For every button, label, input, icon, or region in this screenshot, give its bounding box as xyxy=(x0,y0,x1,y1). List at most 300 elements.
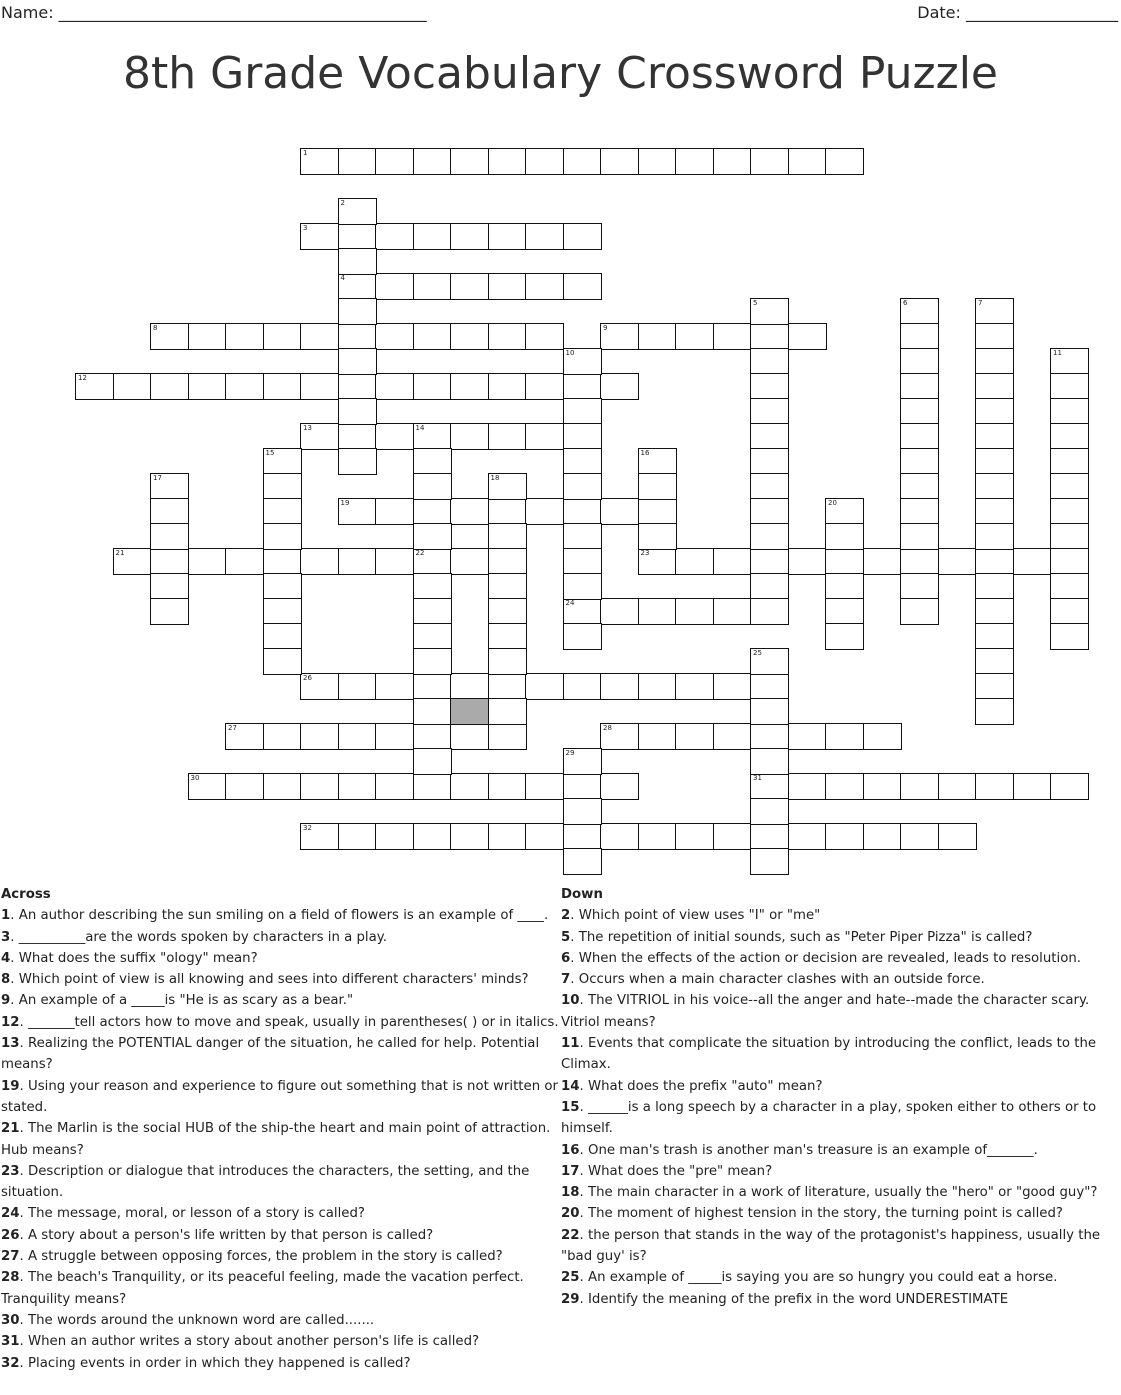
crossword-cell[interactable] xyxy=(675,823,714,850)
crossword-cell[interactable] xyxy=(413,498,452,525)
down-clue: 16. One man's trash is another man's treasure is an example of_______. xyxy=(561,1142,1038,1158)
crossword-cell[interactable] xyxy=(525,148,564,175)
crossword-cell[interactable] xyxy=(750,323,789,350)
crossword-cell[interactable] xyxy=(900,473,939,500)
across-clue: 4. What does the suffix "ology" mean? xyxy=(1,950,258,966)
crossword-cell[interactable] xyxy=(188,373,227,400)
crossword-cell[interactable] xyxy=(600,598,639,625)
cell-number: 23 xyxy=(640,549,650,557)
crossword-cell[interactable] xyxy=(750,723,789,750)
crossword-cell[interactable] xyxy=(375,823,414,850)
crossword-cell[interactable] xyxy=(413,148,452,175)
crossword-cell[interactable] xyxy=(1050,473,1089,500)
crossword-cell[interactable] xyxy=(300,723,339,750)
crossword-cell[interactable] xyxy=(488,648,527,675)
crossword-cell[interactable] xyxy=(563,223,602,250)
across-heading: Across xyxy=(1,887,51,902)
crossword-cell[interactable] xyxy=(638,523,677,550)
crossword-cell[interactable] xyxy=(375,498,414,525)
crossword-cell[interactable] xyxy=(563,148,602,175)
crossword-cell[interactable] xyxy=(525,773,564,800)
crossword-cell[interactable] xyxy=(488,548,527,575)
crossword-cell[interactable] xyxy=(113,548,152,575)
crossword-cell[interactable] xyxy=(900,498,939,525)
crossword-cell[interactable] xyxy=(488,698,527,725)
crossword-cell[interactable] xyxy=(900,523,939,550)
crossword-cell[interactable] xyxy=(750,448,789,475)
crossword-cell[interactable] xyxy=(338,423,377,450)
crossword-cell[interactable] xyxy=(150,473,189,500)
crossword-cell[interactable] xyxy=(675,548,714,575)
clue-number: 4 xyxy=(1,950,11,966)
crossword-cell[interactable] xyxy=(675,598,714,625)
crossword-cell[interactable] xyxy=(900,548,939,575)
crossword-cell[interactable] xyxy=(1050,598,1089,625)
crossword-cell[interactable] xyxy=(638,723,677,750)
crossword-cell[interactable] xyxy=(413,598,452,625)
crossword-cell[interactable] xyxy=(975,623,1014,650)
crossword-cell[interactable] xyxy=(713,673,752,700)
crossword-cell[interactable] xyxy=(713,548,752,575)
crossword-cell[interactable] xyxy=(975,473,1014,500)
crossword-cell[interactable] xyxy=(488,598,527,625)
crossword-cell[interactable] xyxy=(225,548,264,575)
crossword-cell[interactable] xyxy=(975,498,1014,525)
crossword-cell[interactable] xyxy=(1050,773,1089,800)
crossword-cell[interactable] xyxy=(1050,348,1089,375)
crossword-cell[interactable] xyxy=(750,773,789,800)
crossword-cell[interactable] xyxy=(563,498,602,525)
crossword-cell[interactable] xyxy=(638,498,677,525)
crossword-cell[interactable] xyxy=(750,298,789,325)
crossword-cell[interactable] xyxy=(750,748,789,775)
crossword-cell[interactable] xyxy=(1050,398,1089,425)
crossword-cell[interactable] xyxy=(338,273,377,300)
crossword-cell[interactable] xyxy=(900,323,939,350)
crossword-cell[interactable] xyxy=(263,373,302,400)
cell-number: 27 xyxy=(228,724,237,732)
crossword-cell[interactable] xyxy=(975,523,1014,550)
crossword-cell[interactable] xyxy=(713,723,752,750)
crossword-cell[interactable] xyxy=(488,373,527,400)
crossword-cell[interactable] xyxy=(825,548,864,575)
crossword-cell[interactable] xyxy=(600,823,639,850)
clue-text: An example of _____is saying you are so hungry you could eat a horse. xyxy=(587,1270,1058,1286)
crossword-cell[interactable] xyxy=(525,423,564,450)
crossword-cell[interactable] xyxy=(375,323,414,350)
crossword-cell[interactable] xyxy=(338,373,377,400)
crossword-cell[interactable] xyxy=(863,723,902,750)
crossword-cell[interactable] xyxy=(975,548,1014,575)
crossword-cell[interactable] xyxy=(338,723,377,750)
crossword-cell[interactable] xyxy=(788,823,827,850)
crossword-cell[interactable] xyxy=(825,148,864,175)
down-clue: 2. Which point of view uses "I" or "me" xyxy=(561,908,821,924)
crossword-cell[interactable] xyxy=(713,323,752,350)
crossword-cell[interactable] xyxy=(975,673,1014,700)
crossword-cell[interactable] xyxy=(338,548,377,575)
crossword-cell[interactable] xyxy=(1050,423,1089,450)
crossword-cell[interactable] xyxy=(113,373,152,400)
crossword-cell[interactable] xyxy=(750,823,789,850)
crossword-cell[interactable] xyxy=(563,798,602,825)
crossword-cell[interactable] xyxy=(263,548,302,575)
page-title: 8th Grade Vocabulary Crossword Puzzle xyxy=(122,48,998,99)
crossword-cell[interactable] xyxy=(675,673,714,700)
crossword-cell[interactable] xyxy=(713,598,752,625)
crossword-cell[interactable] xyxy=(188,548,227,575)
crossword-cell[interactable] xyxy=(825,623,864,650)
crossword-cell[interactable] xyxy=(488,473,527,500)
crossword-cell[interactable] xyxy=(450,423,489,450)
crossword-cell[interactable] xyxy=(563,598,602,625)
down-clue: 20. The moment of highest tension in the story, the turning point is called? xyxy=(561,1206,1063,1222)
crossword-cell[interactable] xyxy=(975,298,1014,325)
crossword-cell[interactable] xyxy=(563,273,602,300)
crossword-cell[interactable] xyxy=(450,323,489,350)
crossword-cell[interactable] xyxy=(413,573,452,600)
crossword-cell[interactable] xyxy=(488,623,527,650)
crossword-cell[interactable] xyxy=(413,423,452,450)
crossword-cell[interactable] xyxy=(338,323,377,350)
crossword-cell[interactable] xyxy=(413,448,452,475)
crossword-cell[interactable] xyxy=(600,673,639,700)
crossword-cell[interactable] xyxy=(750,598,789,625)
crossword-cell[interactable] xyxy=(638,598,677,625)
crossword-cell[interactable] xyxy=(825,773,864,800)
crossword-cell[interactable] xyxy=(638,323,677,350)
crossword-cell[interactable] xyxy=(375,423,414,450)
crossword-cell[interactable] xyxy=(300,823,339,850)
crossword-cell[interactable] xyxy=(263,573,302,600)
crossword-cell[interactable] xyxy=(563,848,602,875)
crossword-cell[interactable] xyxy=(150,548,189,575)
crossword-cell[interactable] xyxy=(450,823,489,850)
crossword-cell[interactable] xyxy=(900,398,939,425)
crossword-cell[interactable] xyxy=(525,673,564,700)
crossword-cell[interactable] xyxy=(750,498,789,525)
crossword-cell[interactable] xyxy=(338,823,377,850)
crossword-cell[interactable] xyxy=(75,373,114,400)
crossword-cell[interactable] xyxy=(675,723,714,750)
crossword-cell[interactable] xyxy=(750,798,789,825)
crossword-cell[interactable] xyxy=(563,348,602,375)
crossword-cell[interactable] xyxy=(488,523,527,550)
crossword-cell[interactable] xyxy=(413,723,452,750)
crossword-cell[interactable] xyxy=(938,773,977,800)
crossword-cell[interactable] xyxy=(413,373,452,400)
crossword-cell[interactable] xyxy=(300,423,339,450)
crossword-cell[interactable] xyxy=(713,148,752,175)
crossword-cell[interactable] xyxy=(563,448,602,475)
crossword-cell[interactable] xyxy=(1050,373,1089,400)
crossword-cell[interactable] xyxy=(338,498,377,525)
crossword-cell[interactable] xyxy=(750,423,789,450)
crossword-cell[interactable] xyxy=(300,373,339,400)
crossword-cell[interactable] xyxy=(413,748,452,775)
crossword-cell[interactable] xyxy=(488,223,527,250)
crossword-cell[interactable] xyxy=(638,823,677,850)
crossword-cell[interactable] xyxy=(600,498,639,525)
crossword-cell[interactable] xyxy=(300,223,339,250)
crossword-cell[interactable] xyxy=(375,373,414,400)
crossword-cell[interactable] xyxy=(525,373,564,400)
crossword-cell[interactable] xyxy=(488,148,527,175)
crossword-cell[interactable] xyxy=(600,723,639,750)
crossword-cell[interactable] xyxy=(900,598,939,625)
crossword-cell[interactable] xyxy=(638,548,677,575)
crossword-cell[interactable] xyxy=(788,723,827,750)
crossword-cell[interactable] xyxy=(788,773,827,800)
crossword-cell[interactable] xyxy=(338,673,377,700)
date-field[interactable]: Date: ___________________ xyxy=(917,3,1118,22)
crossword-cell[interactable] xyxy=(338,348,377,375)
crossword-cell[interactable] xyxy=(750,698,789,725)
crossword-cell[interactable] xyxy=(600,323,639,350)
crossword-cell[interactable] xyxy=(450,548,489,575)
crossword-cell[interactable] xyxy=(788,323,827,350)
crossword-cell[interactable] xyxy=(750,673,789,700)
crossword-cell[interactable] xyxy=(1050,548,1089,575)
crossword-cell[interactable] xyxy=(488,273,527,300)
crossword-cell[interactable] xyxy=(1050,448,1089,475)
crossword-cell[interactable] xyxy=(263,598,302,625)
crossword-cell[interactable] xyxy=(413,473,452,500)
crossword-cell[interactable] xyxy=(638,473,677,500)
crossword-cell[interactable] xyxy=(150,373,189,400)
crossword-cell[interactable] xyxy=(750,523,789,550)
crossword-cell[interactable] xyxy=(863,823,902,850)
crossword-cell[interactable] xyxy=(413,823,452,850)
crossword-cell[interactable] xyxy=(975,323,1014,350)
crossword-cell[interactable] xyxy=(413,223,452,250)
crossword-cell[interactable] xyxy=(638,148,677,175)
crossword-cell[interactable] xyxy=(450,373,489,400)
crossword-cell[interactable] xyxy=(413,673,452,700)
crossword-cell[interactable] xyxy=(863,773,902,800)
crossword-cell[interactable] xyxy=(900,348,939,375)
down-heading: Down xyxy=(561,887,603,902)
crossword-cell[interactable] xyxy=(863,548,902,575)
crossword-cell[interactable] xyxy=(338,223,377,250)
crossword-cell[interactable] xyxy=(338,198,377,225)
crossword-cell[interactable] xyxy=(413,523,452,550)
crossword-cell[interactable] xyxy=(600,773,639,800)
crossword-cell[interactable] xyxy=(413,648,452,675)
crossword-cell[interactable] xyxy=(788,148,827,175)
crossword-cell[interactable] xyxy=(750,573,789,600)
crossword-cell[interactable] xyxy=(488,423,527,450)
name-field[interactable]: Name: ______________________________________________ xyxy=(1,3,427,22)
crossword-cell[interactable] xyxy=(338,298,377,325)
crossword-cell[interactable] xyxy=(525,323,564,350)
crossword-cell[interactable] xyxy=(188,323,227,350)
crossword-cell[interactable] xyxy=(375,223,414,250)
crossword-cell[interactable] xyxy=(975,448,1014,475)
crossword-cell[interactable] xyxy=(750,848,789,875)
crossword-cell[interactable] xyxy=(488,573,527,600)
crossword-cell[interactable] xyxy=(450,773,489,800)
crossword-cell[interactable] xyxy=(225,773,264,800)
crossword-cell[interactable] xyxy=(788,548,827,575)
crossword-cell[interactable] xyxy=(225,723,264,750)
down-clue: 15. ______is a long speech by a character in a play, spoken either to others or to himself. xyxy=(561,1099,1097,1137)
crossword-cell[interactable] xyxy=(675,323,714,350)
crossword-cell[interactable] xyxy=(750,473,789,500)
crossword-cell[interactable] xyxy=(150,523,189,550)
crossword-cell[interactable] xyxy=(900,298,939,325)
crossword-cell[interactable] xyxy=(1050,573,1089,600)
crossword-cell[interactable] xyxy=(825,823,864,850)
crossword-cell[interactable] xyxy=(900,373,939,400)
crossword-cell[interactable] xyxy=(563,473,602,500)
crossword-cell[interactable] xyxy=(563,573,602,600)
crossword-cell[interactable] xyxy=(375,148,414,175)
crossword-cell[interactable] xyxy=(300,323,339,350)
crossword-cell[interactable] xyxy=(638,673,677,700)
crossword-cell[interactable] xyxy=(450,223,489,250)
crossword-cell[interactable] xyxy=(338,148,377,175)
crossword-cell[interactable] xyxy=(900,823,939,850)
crossword-cell[interactable] xyxy=(375,773,414,800)
crossword-cell[interactable] xyxy=(938,548,977,575)
crossword-cell[interactable] xyxy=(413,323,452,350)
crossword-cell[interactable] xyxy=(413,548,452,575)
crossword-cell[interactable] xyxy=(975,698,1014,725)
crossword-cell[interactable] xyxy=(488,498,527,525)
crossword-cell[interactable] xyxy=(975,423,1014,450)
crossword-cell[interactable] xyxy=(300,673,339,700)
crossword-cell[interactable] xyxy=(413,623,452,650)
crossword-cell[interactable] xyxy=(263,473,302,500)
crossword-cell[interactable] xyxy=(300,148,339,175)
crossword-cell[interactable] xyxy=(338,248,377,275)
crossword-cell[interactable] xyxy=(488,673,527,700)
crossword-cell[interactable] xyxy=(450,498,489,525)
crossword-cell[interactable] xyxy=(938,823,977,850)
crossword-cell[interactable] xyxy=(413,698,452,725)
crossword-cell[interactable] xyxy=(563,373,602,400)
crossword-cell[interactable] xyxy=(1013,773,1052,800)
crossword-cell[interactable] xyxy=(263,323,302,350)
crossword-cell[interactable] xyxy=(263,498,302,525)
crossword-cell[interactable] xyxy=(563,748,602,775)
crossword-cell[interactable] xyxy=(825,723,864,750)
crossword-cell[interactable] xyxy=(225,323,264,350)
crossword-cell[interactable] xyxy=(563,523,602,550)
crossword-cell[interactable] xyxy=(300,773,339,800)
crossword-cell[interactable] xyxy=(825,598,864,625)
crossword-cell[interactable] xyxy=(1050,623,1089,650)
crossword-cell[interactable] xyxy=(375,723,414,750)
crossword-cell[interactable] xyxy=(1050,523,1089,550)
crossword-cell[interactable] xyxy=(450,273,489,300)
crossword-cell[interactable] xyxy=(150,573,189,600)
crossword-cell[interactable] xyxy=(825,498,864,525)
crossword-cell[interactable] xyxy=(750,148,789,175)
crossword-cell[interactable] xyxy=(563,673,602,700)
crossword-cell[interactable] xyxy=(450,723,489,750)
crossword-cell[interactable] xyxy=(525,498,564,525)
crossword-cell[interactable] xyxy=(488,723,527,750)
crossword-cell[interactable] xyxy=(263,523,302,550)
crossword-cell[interactable] xyxy=(263,448,302,475)
crossword-cell[interactable] xyxy=(263,723,302,750)
crossword-cell[interactable] xyxy=(375,548,414,575)
crossword-cell[interactable] xyxy=(525,223,564,250)
crossword-cell[interactable] xyxy=(563,398,602,425)
crossword-cell[interactable] xyxy=(638,448,677,475)
crossword-cell[interactable] xyxy=(975,573,1014,600)
crossword-cell[interactable] xyxy=(525,823,564,850)
crossword-cell[interactable] xyxy=(225,373,264,400)
crossword-cell[interactable] xyxy=(750,348,789,375)
crossword-cell[interactable] xyxy=(563,823,602,850)
crossword-cell[interactable] xyxy=(263,773,302,800)
crossword-cell[interactable] xyxy=(900,423,939,450)
crossword-cell[interactable] xyxy=(150,498,189,525)
crossword-cell[interactable] xyxy=(975,773,1014,800)
crossword-cell[interactable] xyxy=(150,323,189,350)
crossword-cell[interactable] xyxy=(563,773,602,800)
crossword-cell[interactable] xyxy=(150,598,189,625)
crossword-cell[interactable] xyxy=(675,148,714,175)
crossword-cell[interactable] xyxy=(750,398,789,425)
crossword-cell[interactable] xyxy=(713,823,752,850)
crossword-cell[interactable] xyxy=(263,623,302,650)
crossword-cell[interactable] xyxy=(563,423,602,450)
crossword-cell[interactable] xyxy=(450,148,489,175)
crossword-cell[interactable] xyxy=(338,773,377,800)
crossword-cell[interactable] xyxy=(975,373,1014,400)
crossword-cell[interactable] xyxy=(975,348,1014,375)
crossword-cell[interactable] xyxy=(975,398,1014,425)
crossword-cell[interactable] xyxy=(563,623,602,650)
crossword-cell[interactable] xyxy=(338,448,377,475)
crossword-cell[interactable] xyxy=(488,823,527,850)
crossword-cell[interactable] xyxy=(975,648,1014,675)
crossword-cell[interactable] xyxy=(450,673,489,700)
crossword-cell[interactable] xyxy=(750,548,789,575)
crossword-cell[interactable] xyxy=(600,148,639,175)
crossword-cell[interactable] xyxy=(975,598,1014,625)
crossword-cell[interactable] xyxy=(600,373,639,400)
crossword-cell[interactable] xyxy=(375,273,414,300)
clue-text: An author describing the sun smiling on a field of flowers is an example of ____. xyxy=(18,908,549,924)
crossword-cell[interactable] xyxy=(488,773,527,800)
crossword-cell[interactable] xyxy=(413,273,452,300)
crossword-cell[interactable] xyxy=(413,773,452,800)
crossword-cell[interactable] xyxy=(900,773,939,800)
crossword-cell[interactable] xyxy=(488,323,527,350)
crossword-cell[interactable] xyxy=(188,773,227,800)
crossword-cell[interactable] xyxy=(338,398,377,425)
crossword-cell[interactable] xyxy=(1050,498,1089,525)
crossword-cell[interactable] xyxy=(263,648,302,675)
crossword-cell[interactable] xyxy=(375,673,414,700)
crossword-cell[interactable] xyxy=(825,573,864,600)
crossword-cell[interactable] xyxy=(900,448,939,475)
crossword-cell[interactable] xyxy=(825,523,864,550)
crossword-cell[interactable] xyxy=(300,548,339,575)
crossword-cell[interactable] xyxy=(563,548,602,575)
crossword-cell[interactable] xyxy=(750,648,789,675)
clue-number: 7 xyxy=(561,972,571,988)
crossword-cell[interactable] xyxy=(1013,548,1052,575)
crossword-cell[interactable] xyxy=(525,273,564,300)
crossword-cell[interactable] xyxy=(900,573,939,600)
crossword-cell[interactable] xyxy=(750,373,789,400)
